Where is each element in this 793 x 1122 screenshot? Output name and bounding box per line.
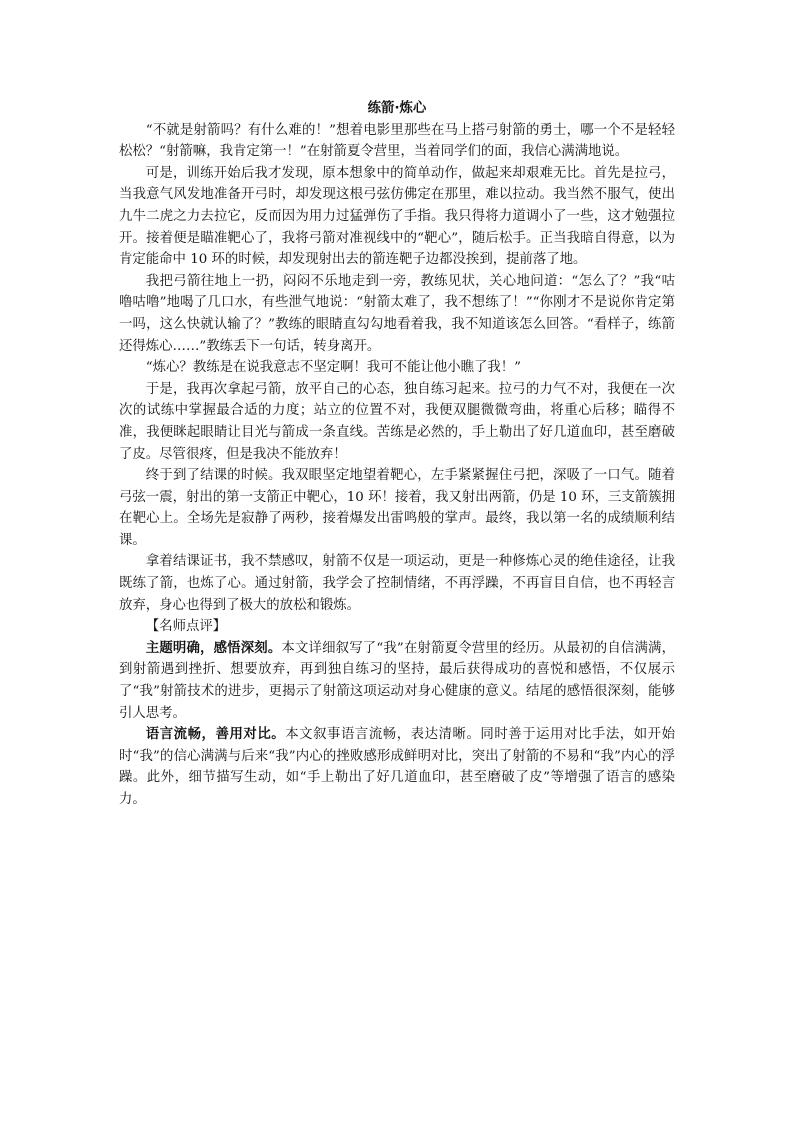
essay-title: 练箭·炼心 — [367, 101, 427, 116]
comment-text: 本文详细叙写了“我”在射箭夏令营里的经历。从最初的自信满满，到射箭遇到挫折、想要放弃，再到独自练习的坚持，最后获得成功的喜悦和感悟，不仅展示了“我”射箭技术的进步，更揭示了射箭这项运动对身心健康的意义。结尾的感悟很深刻，能够引人思考。 — [119, 640, 675, 721]
comment-lead: 主题明确，感悟深刻。 — [145, 640, 282, 656]
essay-paragraph: “不就是射箭吗？有什么难的！”想着电影里那些在马上搭弓射箭的勇士，哪一个不是轻轻松松？“射箭嘛，我肯定第一！”在射箭夏令营里，当着同学们的面，我信心满满地说。 — [119, 122, 675, 160]
comment-paragraph — [119, 724, 675, 810]
essay-paragraph: “炼心？教练是在说我意志不坚定啊！我可不能让他小瞧了我！” — [145, 360, 522, 376]
comment-heading: 【名师点评】 — [145, 619, 227, 635]
essay-page — [119, 98, 675, 811]
comment-text: 本文叙事语言流畅，表达清晰。同时善于运用对比手法，如开始时“我”的信心满满与后来“我”内心的挫败感形成鲜明对比，突出了射箭的不易和“我”内心的浮躁。此外，细节描写生动，如“手上勒出了好几道血印，甚至磨破了皮”等增强了语言的感染力。 — [119, 727, 676, 807]
essay-paragraph: 可是，训练开始后我才发现，原本想象中的简单动作，做起来却艰难无比。首先是拉弓，当我意气风发地准备开弓时，却发现这根弓弦仿佛定在那里，难以拉动。我当然不服气，使出九牛二虎之力去拉它，反而因为用力过猛弹伤了手指。我只得将力道调小了一些，这才勉强拉开。接着便是瞄准靶心了，我将弓箭对准视线中的“靶心”，随后松手。正当我暗自得意，以为肯定能命中 10 环的时候，却发现射出去的箭连靶子边都没挨到，提前落了地。 — [119, 165, 675, 268]
comment-lead: 语言流畅，善用对比。 — [145, 727, 286, 743]
comment-paragraph — [119, 638, 675, 724]
essay-paragraph: 于是，我再次拿起弓箭，放平自己的心态，独自练习起来。拉弓的力气不对，我便在一次次的试练中掌握最合适的力度；站立的位置不对，我便双腿微微弯曲，将重心后移；瞄得不准，我便眯起眼睛让目光与箭成一条直线。苦练是必然的，手上勒出了好几道血印，甚至磨破了皮。尽管很疼，但是我决不能放弃！ — [119, 381, 675, 462]
essay-paragraph: 终于到了结课的时候。我双眼坚定地望着靶心，左手紧紧握住弓把，深吸了一口气。随着弓弦一震，射出的第一支箭正中靶心，10 环！接着，我又射出两箭，仍是 10 环，三支箭簇拥在靶心上。全场先是寂静了两秒，接着爆发出雷鸣般的掌声。最终，我以第一名的成绩顺利结课。 — [119, 468, 675, 548]
essay-paragraph: 拿着结课证书，我不禁感叹，射箭不仅是一项运动，更是一种修炼心灵的绝佳途径，让我既练了箭，也炼了心。通过射箭，我学会了控制情绪，不再浮躁，不再盲目自信，也不再轻言放弃，身心也得到了极大的放松和锻炼。 — [119, 554, 675, 613]
essay-paragraph: 我把弓箭往地上一扔，闷闷不乐地走到一旁，教练见状，关心地问道：“怎么了？”我“咕噜咕噜”地喝了几口水，有些泄气地说：“射箭太难了，我不想练了！”“你刚才不是说你肯定第一吗，这么快就认输了？”教练的眼睛直勾勾地看着我，我不知道该怎么回答。“看样子，练箭还得炼心……”教练丢下一句话，转身离开。 — [119, 273, 675, 354]
